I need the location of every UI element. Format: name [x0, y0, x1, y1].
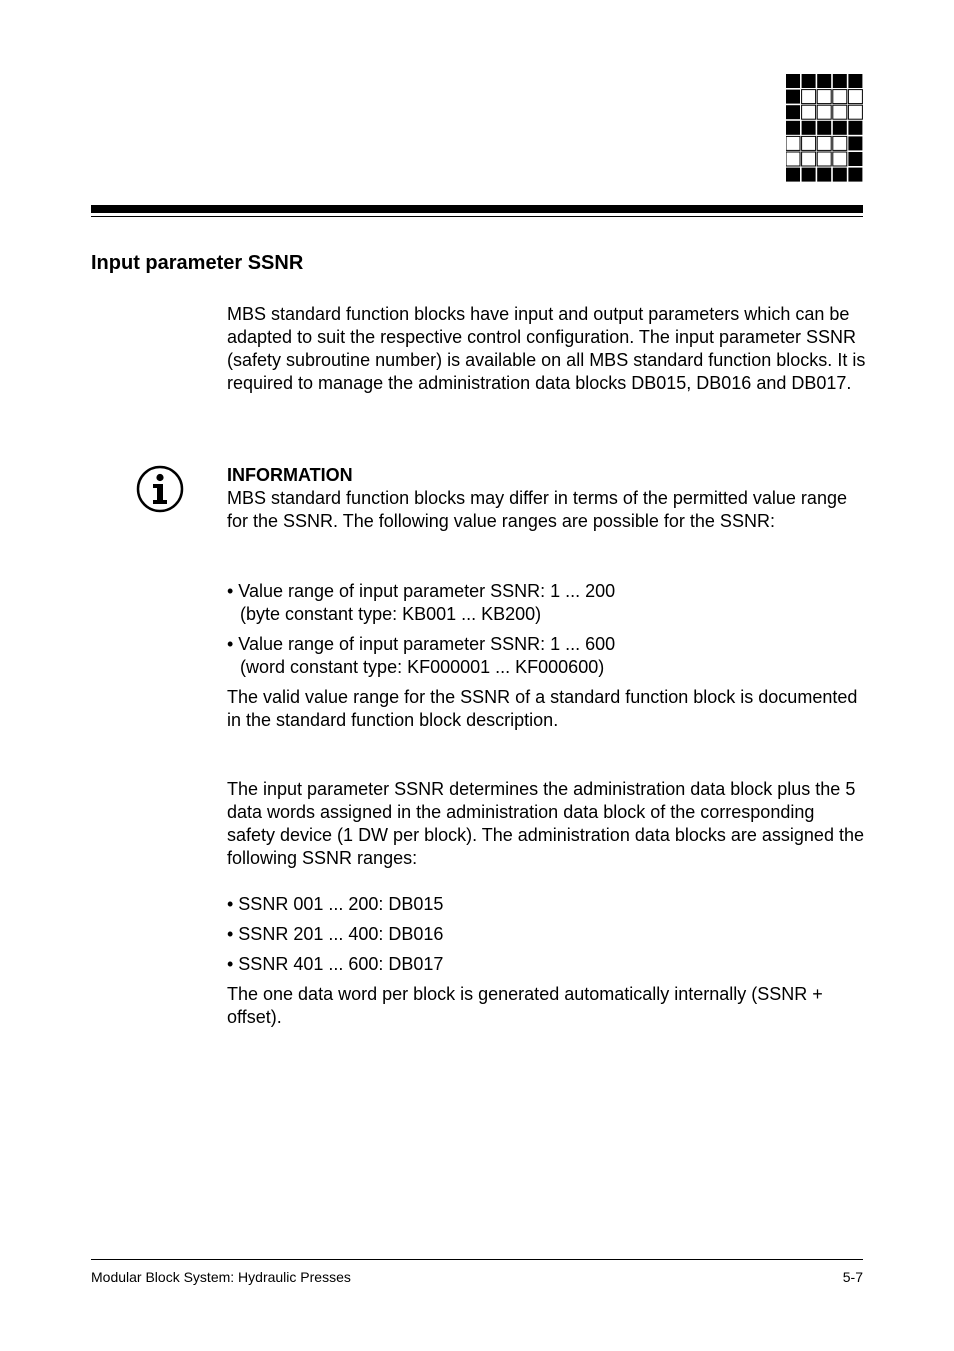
final-paragraph: The one data word per block is generated automatically internally (SSNR + offset).	[227, 984, 823, 1027]
page-number: 5-7	[842, 1269, 863, 1285]
logo-cell	[802, 136, 816, 150]
header-rule-thick	[91, 205, 863, 213]
information-text: MBS standard function blocks may differ in terms of the permitted value range for the SSNR. The following value ranges are possible for the SSNR:	[227, 488, 847, 531]
section-title: Input parameter SSNR	[91, 252, 304, 274]
logo-cell	[848, 136, 862, 150]
logo-cell	[848, 74, 862, 88]
logo-cell	[786, 74, 800, 88]
logo-cell	[833, 168, 847, 182]
list-item: • SSNR 401 ... 600: DB017	[227, 954, 444, 974]
bullet-subline: (byte constant type: KB001 ... KB200)	[240, 604, 542, 624]
logo-cell	[833, 105, 847, 119]
logo-cell	[802, 121, 816, 135]
logo-cell	[848, 152, 862, 166]
logo-cell	[802, 168, 816, 182]
logo-cell	[848, 121, 862, 135]
logo-cell	[802, 152, 816, 166]
logo-cell	[817, 168, 831, 182]
list-item: • SSNR 001 ... 200: DB015	[227, 894, 444, 914]
logo-cell	[833, 90, 847, 104]
logo-cell	[833, 121, 847, 135]
logo-cell	[817, 105, 831, 119]
logo-cell	[817, 90, 831, 104]
logo-cell	[848, 90, 862, 104]
logo-cell	[833, 74, 847, 88]
list-item	[227, 580, 867, 626]
logo-cell	[786, 90, 800, 104]
logo-cell	[802, 90, 816, 104]
logo-cell	[817, 74, 831, 88]
logo-cell	[848, 168, 862, 182]
logo-cell	[786, 136, 800, 150]
assignment-paragraph: The input parameter SSNR determines the administration data block plus the 5 data words assigned in the administration data block of the corresponding safety device (1 DW per block). The administration data blocks are assigned the following SSNR ranges:	[227, 779, 864, 868]
logo-cell	[786, 152, 800, 166]
logo-cell	[802, 74, 816, 88]
logo-cell	[833, 136, 847, 150]
logo-cell	[786, 168, 800, 182]
logo-cell	[848, 105, 862, 119]
list-item: • SSNR 201 ... 400: DB016	[227, 924, 444, 944]
information-heading: INFORMATION	[227, 465, 353, 485]
header-rule-thin	[91, 216, 863, 217]
bullet-line: • Value range of input parameter SSNR: 1 ... 600	[227, 634, 616, 654]
logo-cell	[802, 105, 816, 119]
logo-cell	[786, 121, 800, 135]
intro-paragraph: MBS standard function blocks have input and output parameters which can be adapted to suit the respective control configuration. The input parameter SSNR (safety subroutine number) is available on all MBS standard function blocks. It is required to manage the administration data blocks DB015, DB016 and DB017.	[227, 304, 866, 393]
logo-cell	[833, 152, 847, 166]
logo-cell	[817, 152, 831, 166]
logo-cell	[817, 121, 831, 135]
logo-cell	[786, 105, 800, 119]
list-item	[227, 633, 867, 679]
information-block	[227, 464, 867, 533]
information-closing: The valid value range for the SSNR of a standard function block is documented in the standard function block description.	[227, 687, 858, 730]
bullet-line: • Value range of input parameter SSNR: 1 ... 200	[227, 581, 616, 601]
footer-rule	[91, 1259, 863, 1260]
block-grid-logo-icon	[786, 74, 864, 189]
logo-cell	[817, 136, 831, 150]
information-icon	[136, 465, 184, 518]
footer-title: Modular Block System: Hydraulic Presses	[91, 1269, 351, 1285]
bullet-subline: (word constant type: KF000001 ... KF000600)	[240, 657, 605, 677]
